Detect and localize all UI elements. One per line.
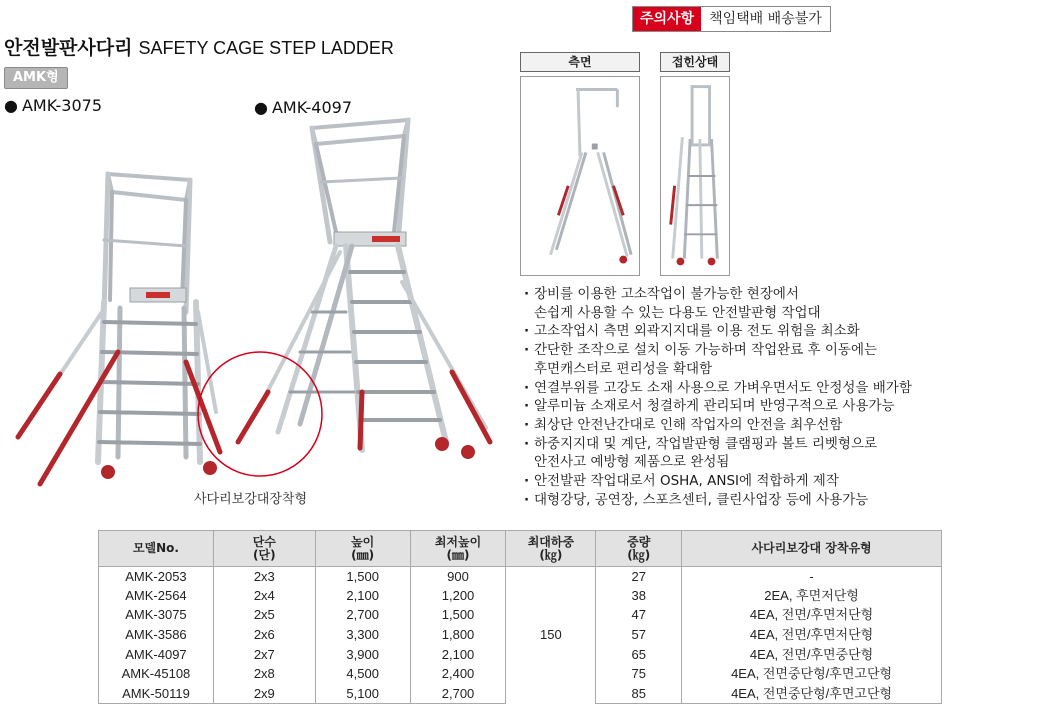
folded-view-label: 접힌상태	[660, 52, 730, 72]
column-header: 사다리보강대 장착유형	[682, 531, 942, 567]
table-cell-min-height: 2,700	[410, 684, 506, 704]
column-header: 최대하중 (㎏)	[506, 531, 596, 567]
table-cell-model: AMK-2053	[99, 567, 214, 587]
table-cell-weight: 85	[596, 684, 682, 704]
table-cell-steps: 2x9	[213, 684, 315, 704]
column-header: 최저높이 (㎜)	[410, 531, 506, 567]
feature-item: · 알루미늄 소재로서 청결하게 관리되며 반영구적으로 사용가능	[520, 397, 980, 416]
feature-item: 손쉽게 사용할 수 있는 다용도 안전발판형 작업대	[534, 304, 821, 321]
model-name: AMK-4097	[271, 98, 353, 117]
ladder-amk-4097	[238, 120, 490, 459]
table-row	[99, 567, 942, 587]
table-cell-steps: 2x6	[213, 625, 315, 645]
folded-view	[660, 52, 730, 277]
feature-item: · 연결부위를 고강도 소재 사용으로 가벼우면서도 안정성을 배가함	[520, 379, 980, 398]
ladder-amk-3075	[18, 174, 220, 484]
page-title	[4, 33, 394, 60]
ladder-product-image	[0, 112, 510, 522]
caution-text: 책임택배 배송불가	[709, 11, 822, 27]
side-view-label: 측면	[520, 52, 640, 72]
table-cell-min-height: 1,200	[410, 586, 506, 606]
table-cell-min-height: 900	[410, 567, 506, 587]
caution-tag: 주의사항	[633, 7, 701, 31]
table-cell-weight: 27	[596, 567, 682, 587]
table-cell-model: AMK-50119	[99, 684, 214, 704]
side-view	[520, 52, 640, 277]
column-header: 중량 (㎏)	[596, 531, 682, 567]
table-header-row	[99, 531, 942, 567]
table-cell-height: 1,500	[315, 567, 410, 587]
table-cell-type: 4EA, 전면/후면중단형	[682, 645, 942, 665]
bullet-icon: ●	[4, 96, 18, 115]
feature-item: · 대형강당, 공연장, 스포츠센터, 클린사업장 등에 사용가능	[520, 491, 980, 510]
folded-view-image	[660, 76, 730, 276]
table-cell-type: 4EA, 전면중단형/후면고단형	[682, 664, 942, 684]
table-cell-min-height: 1,500	[410, 606, 506, 626]
feature-list	[520, 285, 980, 509]
table-cell-model: AMK-45108	[99, 664, 214, 684]
table-cell-model: AMK-3586	[99, 625, 214, 645]
max-load-cell: 150	[506, 567, 596, 704]
table-cell-height: 3,300	[315, 625, 410, 645]
feature-item: · 간단한 조작으로 설치 이동 가능하며 작업완료 후 이동에는	[520, 341, 980, 360]
title-english: SAFETY CAGE STEP LADDER	[138, 38, 394, 58]
table-cell-height: 2,700	[315, 606, 410, 626]
spec-table	[98, 530, 942, 704]
table-cell-steps: 2x7	[213, 645, 315, 665]
table-cell-height: 4,500	[315, 664, 410, 684]
table-cell-height: 3,900	[315, 645, 410, 665]
ladder-caption: 사다리보강대장착형	[194, 492, 308, 507]
model-name: AMK-3075	[21, 96, 103, 115]
title-korean: 안전발판사다리	[4, 37, 133, 59]
feature-item: 안전사고 예방형 제품으로 완성됨	[534, 454, 730, 471]
table-cell-steps: 2x4	[213, 586, 315, 606]
table-cell-type: 4EA, 전면중단형/후면고단형	[682, 684, 942, 704]
column-header: 모델No.	[99, 531, 214, 567]
table-cell-weight: 75	[596, 664, 682, 684]
table-cell-type: 2EA, 후면저단형	[682, 586, 942, 606]
table-cell-weight: 65	[596, 645, 682, 665]
bullet-icon: ●	[254, 98, 268, 117]
table-cell-weight: 38	[596, 586, 682, 606]
table-cell-weight: 47	[596, 606, 682, 626]
feature-item: · 안전발판 작업대로서 OSHA, ANSI에 적합하게 제작	[520, 472, 980, 491]
table-cell-min-height: 2,100	[410, 645, 506, 665]
table-cell-steps: 2x8	[213, 664, 315, 684]
side-view-image	[520, 76, 640, 276]
feature-item: 후면캐스터로 편리성을 확대함	[534, 360, 713, 377]
table-cell-model: AMK-2564	[99, 586, 214, 606]
feature-item: · 하중지지대 및 계단, 작업발판형 클램핑과 볼트 리벳형으로	[520, 435, 980, 454]
table-cell-type: 4EA, 전면/후면저단형	[682, 606, 942, 626]
table-cell-min-height: 1,800	[410, 625, 506, 645]
table-cell-model: AMK-4097	[99, 645, 214, 665]
table-cell-weight: 57	[596, 625, 682, 645]
table-cell-type: -	[682, 567, 942, 587]
column-header: 높이 (㎜)	[315, 531, 410, 567]
feature-item: · 최상단 안전난간대로 인해 작업자의 안전을 최우선함	[520, 416, 980, 435]
table-cell-min-height: 2,400	[410, 664, 506, 684]
feature-item: · 고소작업시 측면 외곽지지대를 이용 전도 위험을 최소화	[520, 322, 980, 341]
table-cell-model: AMK-3075	[99, 606, 214, 626]
type-badge: AMK형	[4, 67, 68, 89]
table-cell-steps: 2x5	[213, 606, 315, 626]
table-cell-height: 2,100	[315, 586, 410, 606]
column-header: 단수 (단)	[213, 531, 315, 567]
caution-notice	[632, 6, 831, 32]
feature-item: · 장비를 이용한 고소작업이 불가능한 현장에서	[520, 285, 980, 304]
table-cell-type: 4EA, 전면/후면저단형	[682, 625, 942, 645]
table-cell-height: 5,100	[315, 684, 410, 704]
table-cell-steps: 2x3	[213, 567, 315, 587]
